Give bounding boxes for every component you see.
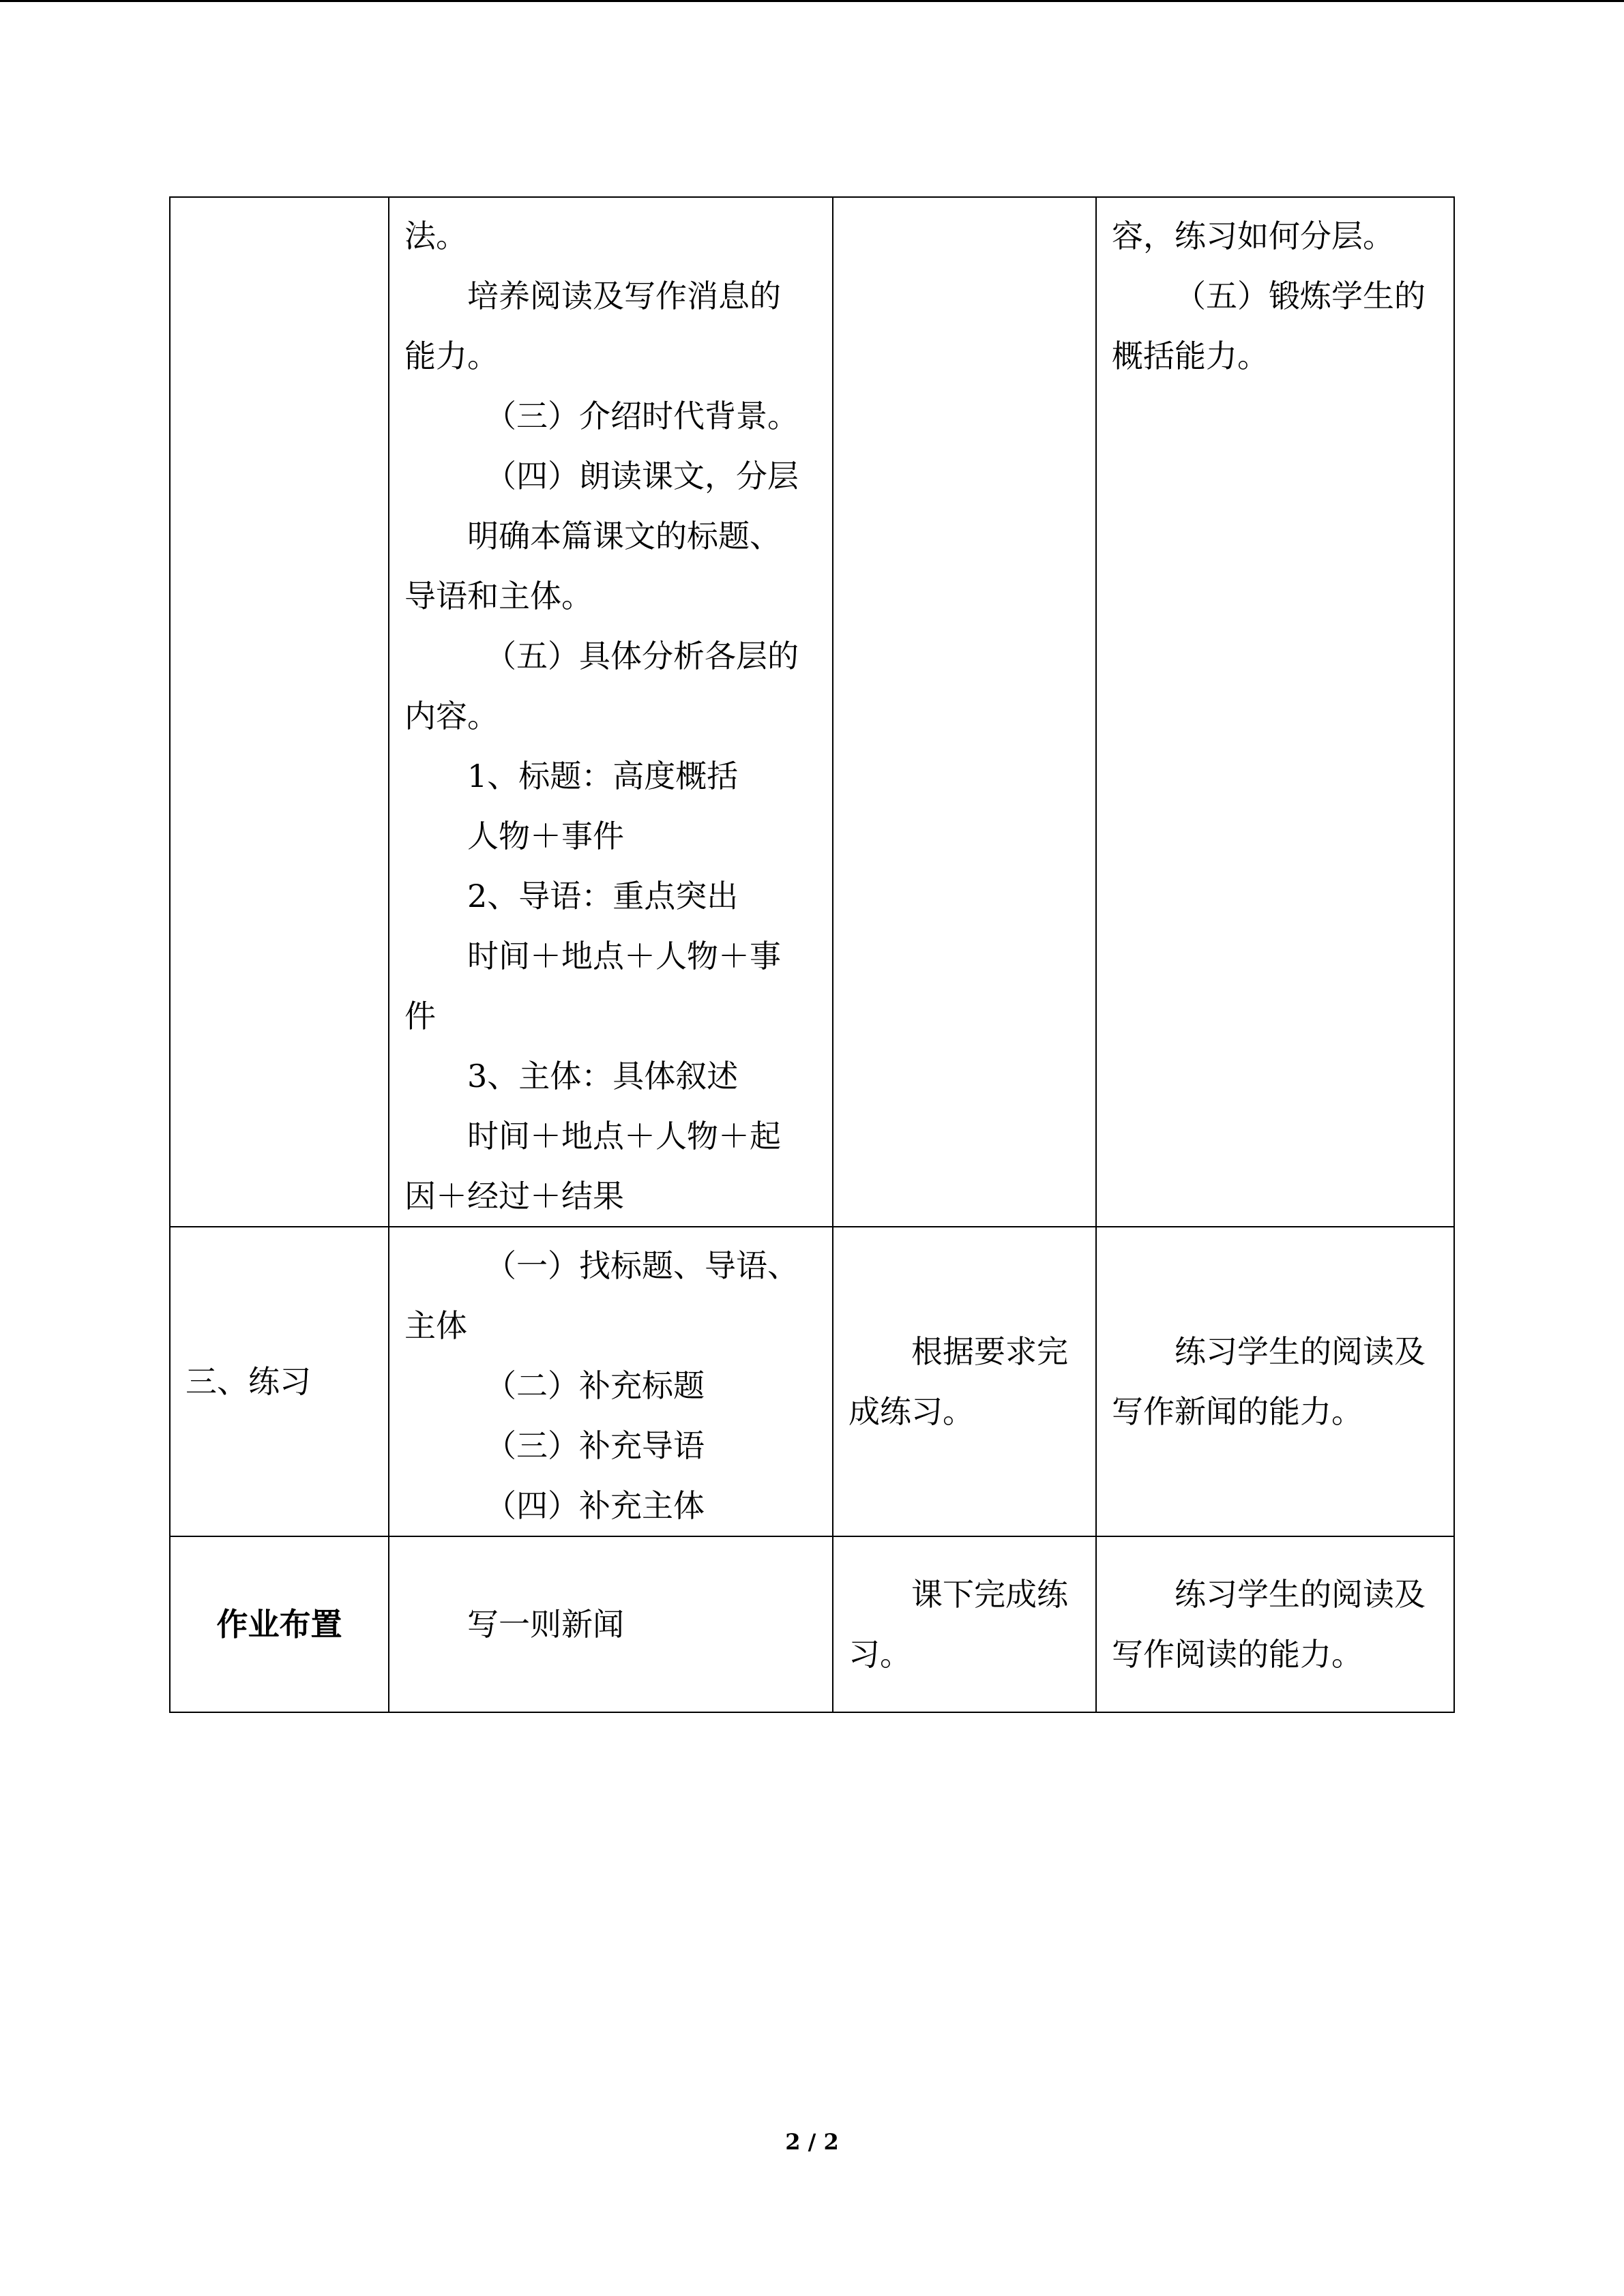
process-line: 导语和主体。 [404,578,593,614]
process-line: 培养阅读及写作消息的 [467,278,781,314]
process-line: 件 [404,998,436,1034]
top-border-line [0,0,1624,2]
homework-task: 写一则新闻 [467,1606,624,1643]
student-line: 习。 [848,1636,911,1673]
intent-line: 练习学生的阅读及 [1175,1576,1426,1613]
intent-line: 写作阅读的能力。 [1112,1636,1363,1673]
process-line: （三）介绍时代背景。 [485,398,799,434]
homework-heading-cell [170,1536,389,1712]
intent-line: 容，练习如何分层。 [1112,218,1394,254]
student-activity-cell [833,1536,1096,1712]
teaching-process-cell [389,1227,833,1536]
process-line: 人物＋事件 [467,818,624,854]
process-line: 2、导语：重点突出 [467,878,739,914]
lesson-plan-table [169,196,1455,1713]
design-intent-cell [1096,197,1454,1227]
table-row [170,197,1454,1227]
student-line: 成练习。 [848,1393,974,1430]
process-line: 1、标题：高度概括 [467,758,739,794]
stage-cell [170,197,389,1227]
process-line: （四）朗读课文，分层 [485,458,799,494]
intent-line: （五）锻炼学生的 [1175,278,1426,314]
process-line: 因＋经过＋结果 [404,1178,624,1214]
table-row [170,1536,1454,1712]
student-line: 课下完成练 [911,1576,1068,1613]
student-line: 根据要求完 [911,1333,1068,1370]
homework-heading: 作业布置 [216,1606,342,1643]
process-line: （四）补充主体 [485,1487,705,1524]
design-intent-cell [1096,1536,1454,1712]
process-line: （三）补充导语 [485,1427,705,1464]
intent-line: 写作新闻的能力。 [1112,1393,1363,1430]
process-line: 3、主体：具体叙述 [467,1058,739,1094]
process-line: 明确本篇课文的标题、 [467,518,781,554]
process-line: （五）具体分析各层的 [485,638,799,674]
process-line: 内容。 [404,698,499,734]
table-row [170,1227,1454,1536]
process-line: 时间＋地点＋人物＋事 [467,938,781,974]
teaching-process-cell [389,1536,833,1712]
stage-label: 三、练习 [186,1363,311,1400]
design-intent-cell [1096,1227,1454,1536]
teaching-process-cell [389,197,833,1227]
intent-line: 练习学生的阅读及 [1175,1333,1426,1370]
process-line: 法。 [404,218,467,254]
page-number: 2 / 2 [785,2129,839,2155]
student-activity-cell [833,197,1096,1227]
process-line: 时间＋地点＋人物＋起 [467,1118,781,1154]
process-line: （一）找标题、导语、 [485,1247,799,1284]
process-line: （二）补充标题 [485,1367,705,1404]
intent-line: 概括能力。 [1112,338,1269,374]
student-activity-cell [833,1227,1096,1536]
process-line: 能力。 [404,338,499,374]
process-line: 主体 [404,1307,467,1344]
stage-cell [170,1227,389,1536]
